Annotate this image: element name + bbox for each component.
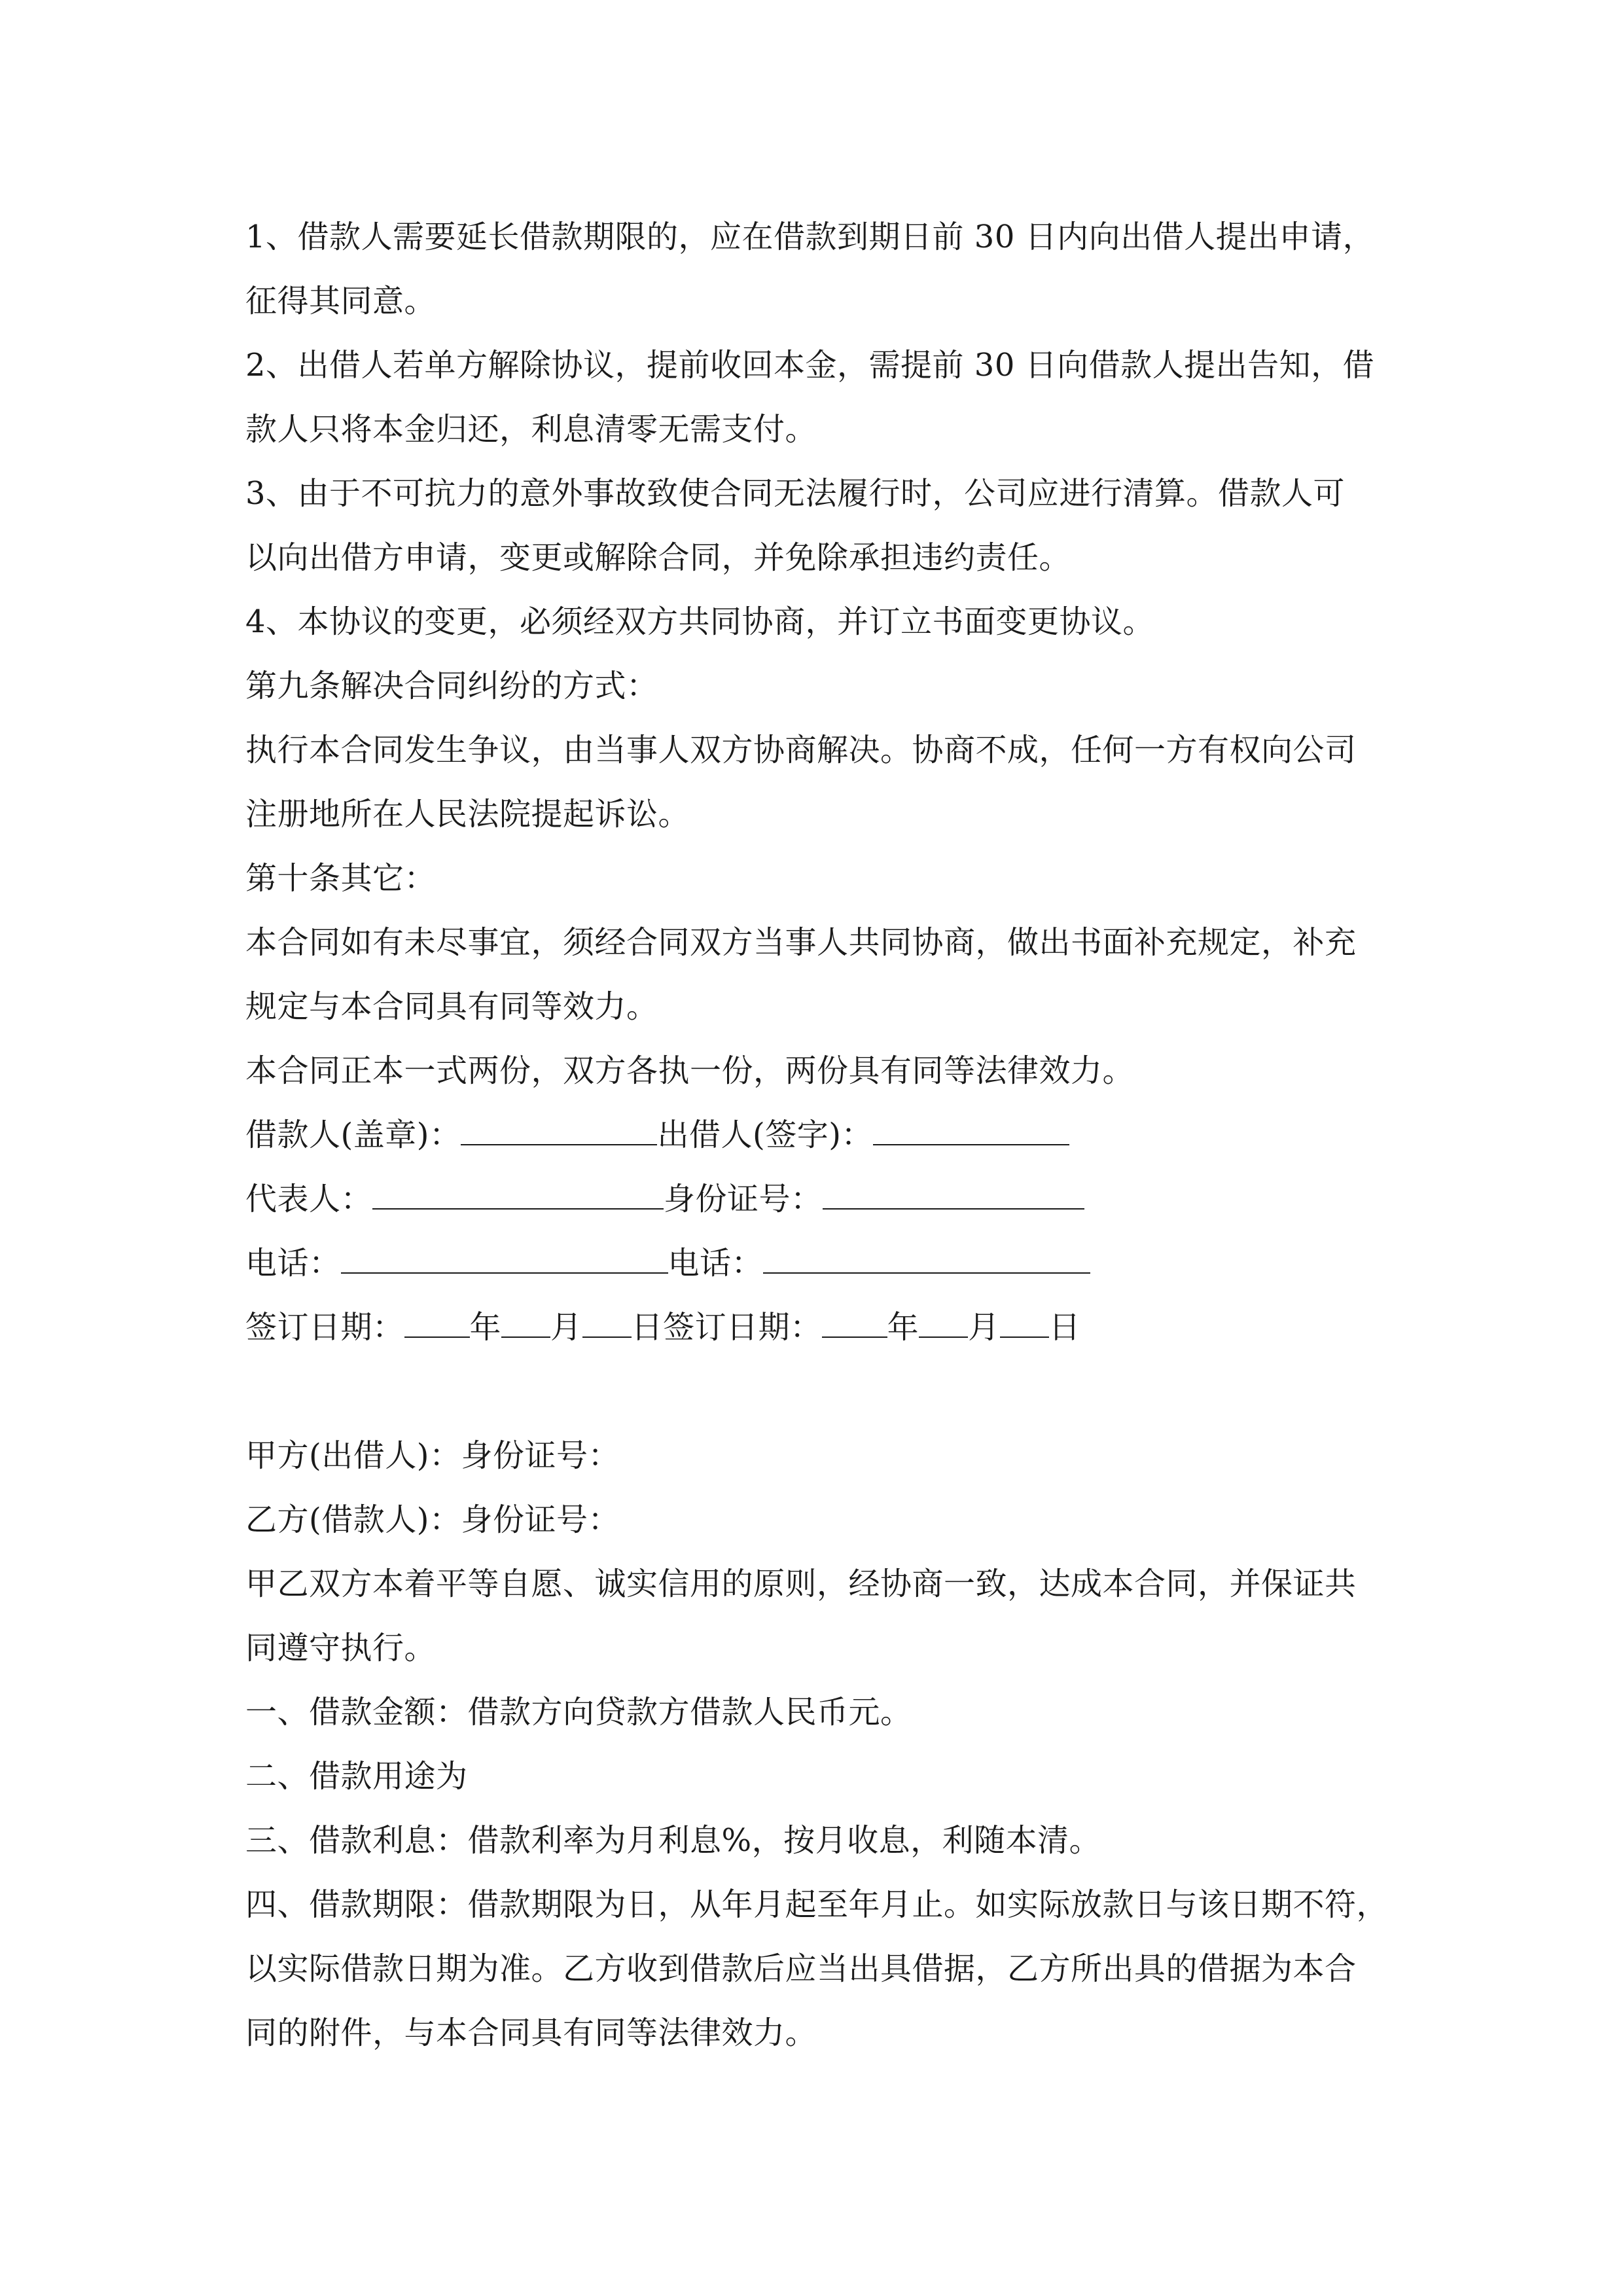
text-line: 2、出借人若单方解除协议，提前收回本金，需提前 30 日向借款人提出告知，借 bbox=[245, 347, 1375, 384]
borrower-seal-label: 借款人(盖章)： bbox=[245, 1117, 461, 1153]
sign-date-label-1: 签订日期： bbox=[245, 1309, 404, 1346]
phone-blank-1[interactable] bbox=[341, 1246, 668, 1274]
day-blank-1[interactable] bbox=[582, 1310, 632, 1338]
phone-label-2: 电话： bbox=[668, 1245, 764, 1282]
text-line: 款人只将本金归还，利息清零无需支付。 bbox=[245, 411, 817, 448]
month-blank-1[interactable] bbox=[501, 1310, 550, 1338]
borrower-seal-blank[interactable] bbox=[461, 1118, 657, 1145]
article-heading: 第九条解决合同纠纷的方式： bbox=[245, 668, 658, 704]
clause-purpose: 二、借款用途为 bbox=[245, 1758, 468, 1795]
month-label-1: 月 bbox=[550, 1309, 582, 1346]
text-line: 注册地所在人民法院提起诉讼。 bbox=[245, 796, 690, 833]
id-number-label: 身份证号： bbox=[664, 1181, 823, 1217]
year-blank-1[interactable] bbox=[404, 1310, 470, 1338]
text-line: 以向出借方申请，变更或解除合同，并免除承担违约责任。 bbox=[245, 539, 1071, 576]
text-line: 以实际借款日期为准。乙方收到借款后应当出具借据，乙方所出具的借据为本合 bbox=[245, 1950, 1357, 1987]
text-line: 4、本协议的变更，必须经双方共同协商，并订立书面变更协议。 bbox=[245, 603, 1155, 640]
day-label-1: 日 bbox=[631, 1309, 664, 1346]
clause-amount: 一、借款金额：借款方向贷款方借款人民币元。 bbox=[245, 1694, 912, 1731]
text-line: 1、借款人需要延长借款期限的，应在借款到期日前 30 日内向出借人提出申请， bbox=[245, 219, 1375, 255]
text-line: 同的附件，与本合同具有同等法律效力。 bbox=[245, 2015, 817, 2051]
text-line: 同遵守执行。 bbox=[245, 1630, 437, 1666]
representative-blank[interactable] bbox=[372, 1182, 664, 1210]
text-line: 3、由于不可抗力的意外事故致使合同无法履行时，公司应进行清算。借款人可 bbox=[245, 475, 1346, 512]
year-label-1: 年 bbox=[469, 1309, 502, 1346]
signature-row-phone bbox=[245, 1231, 1384, 1295]
representative-label: 代表人： bbox=[245, 1181, 373, 1217]
section-spacer bbox=[245, 1359, 1384, 1424]
sign-date-label-2: 签订日期： bbox=[663, 1309, 822, 1346]
text-line: 本合同正本一式两份，双方各执一份，两份具有同等法律效力。 bbox=[245, 1052, 1135, 1089]
signature-row-representative bbox=[245, 1167, 1384, 1231]
text-line: 规定与本合同具有同等效力。 bbox=[245, 988, 658, 1025]
text-line: 甲乙双方本着平等自愿、诚实信用的原则，经协商一致，达成本合同，并保证共 bbox=[245, 1566, 1357, 1602]
article-heading: 第十条其它： bbox=[245, 860, 437, 897]
signature-row-date bbox=[245, 1295, 1384, 1359]
lender-sign-label: 出借人(签字)： bbox=[657, 1117, 873, 1153]
day-label-2: 日 bbox=[1048, 1309, 1081, 1346]
month-label-2: 月 bbox=[968, 1309, 1000, 1346]
year-label-2: 年 bbox=[887, 1309, 919, 1346]
text-line: 征得其同意。 bbox=[245, 283, 437, 319]
phone-blank-2[interactable] bbox=[763, 1246, 1090, 1274]
document-body bbox=[245, 205, 1389, 2065]
clause-term: 四、借款期限：借款期限为日，从年月起至年月止。如实际放款日与该日期不符， bbox=[245, 1886, 1389, 1923]
text-line: 执行本合同发生争议，由当事人双方协商解决。协商不成，任何一方有权向公司 bbox=[245, 732, 1357, 768]
month-blank-2[interactable] bbox=[919, 1310, 968, 1338]
text-line: 本合同如有未尽事宜，须经合同双方当事人共同协商，做出书面补充规定，补充 bbox=[245, 924, 1357, 961]
phone-label-1: 电话： bbox=[245, 1245, 341, 1282]
day-blank-2[interactable] bbox=[1000, 1310, 1049, 1338]
id-number-blank[interactable] bbox=[823, 1182, 1084, 1210]
year-blank-2[interactable] bbox=[822, 1310, 887, 1338]
lender-sign-blank[interactable] bbox=[873, 1118, 1069, 1145]
clause-interest: 三、借款利息：借款利率为月利息%，按月收息，利随本清。 bbox=[245, 1822, 1101, 1859]
party-a-line: 甲方(出借人)：身份证号： bbox=[245, 1437, 620, 1474]
signature-row-seal bbox=[245, 1103, 1384, 1167]
party-b-line: 乙方(借款人)：身份证号： bbox=[245, 1501, 620, 1538]
